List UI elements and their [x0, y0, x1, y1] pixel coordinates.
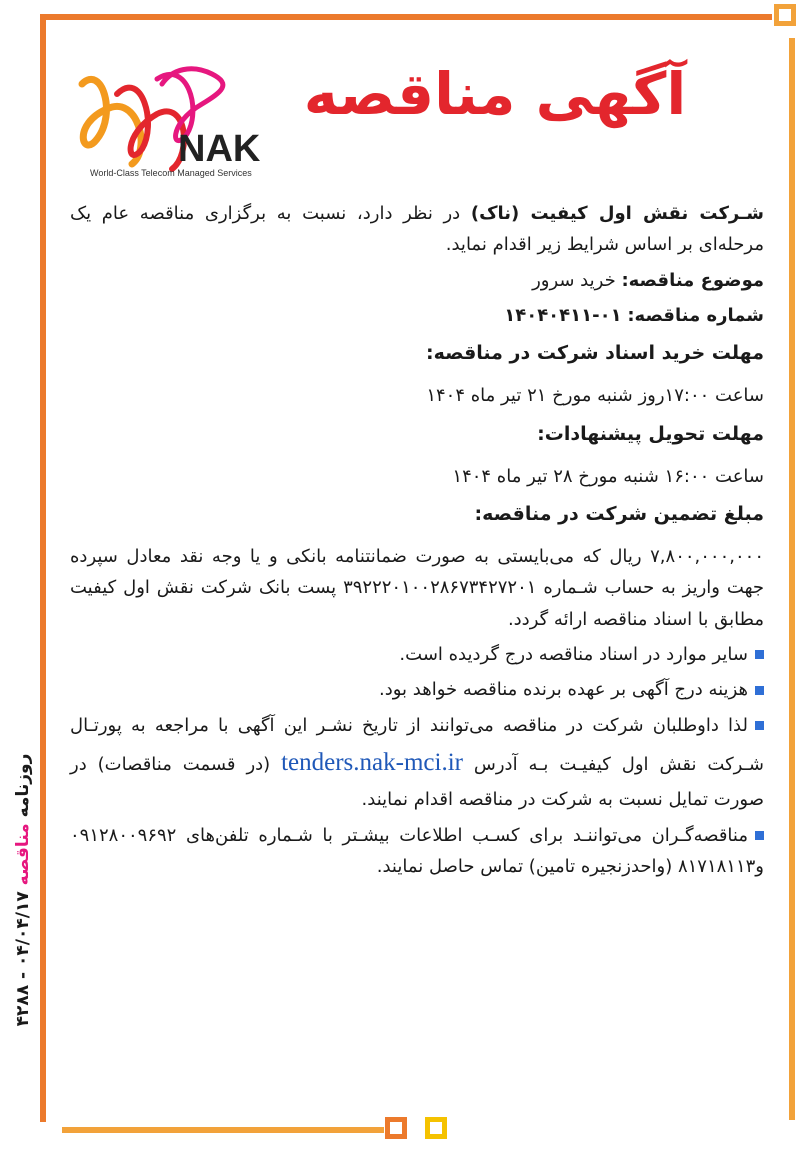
side-label-prefix: روزنامه	[13, 753, 33, 818]
tender-number-label: شماره مناقصه:	[627, 304, 764, 326]
offer-deadline-value: ساعت ۱۶:۰۰ شنبه مورخ ۲۸ تیر ماه ۱۴۰۴	[452, 465, 764, 487]
corner-square-decoration	[774, 4, 796, 26]
bullet-square-icon	[755, 686, 764, 695]
notice-body	[70, 198, 764, 886]
bullet-text: لذا داوطلبان شرکت در مناقصه می‌توانند از تاریخ نشـر این آگهی با مراجعه به پورتـال شـرکت نقش اول کیفیـت بـه آدرس	[70, 714, 764, 775]
frame-bottom	[62, 1127, 384, 1133]
bullet-square-icon	[755, 831, 764, 840]
frame-top	[40, 14, 772, 20]
page-title: آگهی مناقصه	[303, 60, 687, 128]
tender-number-value: ۰۱-۱۴۰۴۰۴۱۱	[504, 304, 622, 326]
logo-wordmark: NAK	[178, 128, 261, 170]
bullet-item	[70, 639, 764, 670]
bullet-text: (در قسمت مناقصات) در صورت تمایل نسبت به شرکت در مناقصه اقدام نمایند.	[70, 753, 764, 811]
subject-value: خرید سرور	[532, 269, 616, 291]
newspaper-side-label	[6, 690, 40, 1090]
subject-label: موضوع مناقصه:	[621, 269, 764, 291]
bullet-text: سایر موارد در اسناد مناقصه درج گردیده است.	[399, 643, 748, 665]
intro-paragraph	[70, 198, 764, 261]
bullet-text: هزینه درج آگهی بر عهده برنده مناقصه خواهد بود.	[378, 679, 748, 701]
side-label-brand: مناقصه	[13, 823, 33, 886]
tender-number-line	[70, 300, 764, 331]
company-name: شـرکت نقش اول کیفیت (ناک)	[470, 203, 764, 224]
bottom-square-decoration	[385, 1117, 407, 1139]
bottom-square-decoration	[425, 1117, 447, 1139]
doc-deadline-value: ساعت ۱۷:۰۰روز شنبه مورخ ۲۱ تیر ماه ۱۴۰۴	[426, 385, 764, 407]
tenders-portal-link[interactable]: tenders.nak-mci.ir	[281, 748, 463, 776]
bullet-item	[70, 710, 764, 816]
bullet-square-icon	[755, 650, 764, 659]
doc-deadline-label: مهلت خرید اسناد شرکت در مناقصه:	[425, 342, 764, 365]
frame-right	[789, 38, 795, 1120]
guarantee-text: ۷,۸۰۰,۰۰۰,۰۰۰ ریال که می‌بایستی به صورت ضمانتنامه بانکی و یا وجه نقد معادل سپرده جهت واریز به حساب شـماره ۳۹۲۲۲۰۱۰۰۲۸۶۷۳۴۲۷۲۰۱ پست بانک شرکت نقش اول کیفیت مطابق با اسناد مناقصه ارائه گردد.	[70, 546, 764, 630]
frame-left	[40, 14, 46, 1122]
subject-line	[70, 265, 764, 296]
intro-text: در نظر دارد، نسبت به برگزاری مناقصه عام یک مرحله‌ای بر اساس شرایط زیر اقدام نماید.	[70, 203, 764, 256]
side-label-issue: ۰۴/۰۴/۱۷ - ۴۲۸۸	[13, 891, 33, 1027]
logo-tagline: World-Class Telecom Managed Services	[90, 168, 252, 178]
guarantee-label: مبلغ تضمین شرکت در مناقصه:	[474, 502, 764, 525]
bullet-square-icon	[755, 721, 764, 730]
bullet-item	[70, 674, 764, 705]
bullet-item	[70, 820, 764, 883]
bullet-text: مناقصه‌گـران می‌تواننـد برای کسـب اطلاعات بیشـتر با شـماره تلفن‌های ۰۹۱۲۸۰۰۹۶۹۲ و۸۱۷۱۸۱۱۳ (واحدزنجیره تامین) تماس حاصل نمایند.	[70, 824, 764, 878]
offer-deadline-label: مهلت تحویل پیشنهادات:	[537, 422, 764, 445]
